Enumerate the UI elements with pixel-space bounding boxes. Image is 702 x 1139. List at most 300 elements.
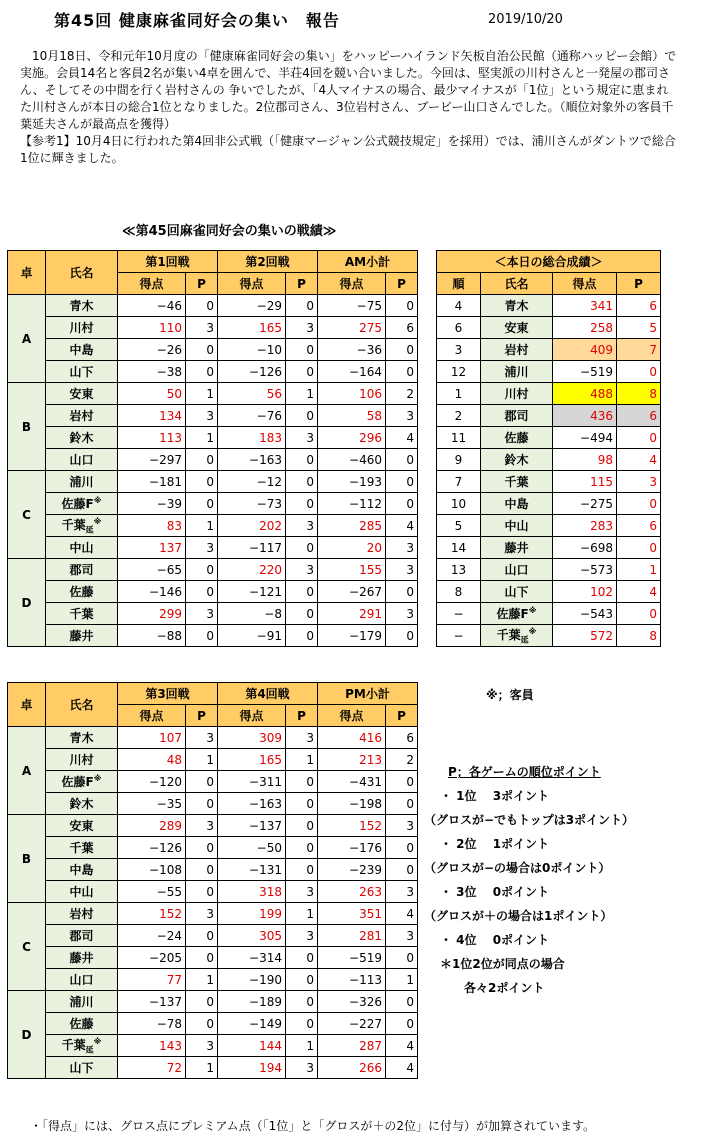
table-label: B [8,383,46,471]
legend-line: 各々2ポイント [464,981,545,995]
player-name-cell [46,881,118,903]
subtotal-rank-points: 0 [386,339,418,361]
table-label: D [8,559,46,647]
table-row [8,793,418,815]
player-name-cell [481,339,553,361]
subtotal-rank-points: 3 [386,537,418,559]
player-name-cell [46,515,118,537]
game1-score: 152 [118,903,186,925]
game2-score: −12 [218,471,286,493]
header-subtotal: AM小計 [318,251,418,273]
table-row [8,727,418,749]
table-row [8,515,418,537]
subtotal-score: 296 [318,427,386,449]
subtotal-rank-points: 6 [386,727,418,749]
game1-score: −88 [118,625,186,647]
game1-rank-points: 1 [186,427,218,449]
game1-score: −55 [118,881,186,903]
subtotal-score: 213 [318,749,386,771]
header-rank-points: P [617,273,661,295]
player-name-cell [46,749,118,771]
player-name-cell [481,603,553,625]
player-name: 川村 [69,321,94,335]
game2-score: −8 [218,603,286,625]
total-score: 102 [553,581,617,603]
game2-rank-points: 0 [286,771,318,793]
table-row [8,383,418,405]
game2-score: −121 [218,581,286,603]
game2-rank-points: 1 [286,1035,318,1057]
intro-paragraph: 【参考1】10月4日に行われた第4回非公式戦（「健康マージャン公式競技規定」を採用）では、浦川さんがダントツで総合1位に輝きました。 [20,134,676,165]
subtotal-score: 152 [318,815,386,837]
subtotal-score: 275 [318,317,386,339]
game2-score: −117 [218,537,286,559]
subtotal-rank-points: 0 [386,793,418,815]
player-name-cell [46,1013,118,1035]
game2-rank-points: 3 [286,727,318,749]
subtotal-score: 416 [318,727,386,749]
game1-score: 134 [118,405,186,427]
player-name: 浦川 [69,475,94,489]
table-row [8,427,418,449]
header-name: 氏名 [46,683,118,727]
overall-rank: 10 [437,493,481,515]
header-table: 卓 [8,683,46,727]
game1-score: 110 [118,317,186,339]
subtotal-score: 106 [318,383,386,405]
game1-rank-points: 0 [186,581,218,603]
header-rank-points: P [286,705,318,727]
player-name-cell [46,1035,118,1057]
player-name: 千葉 [496,627,521,642]
game2-rank-points: 0 [286,969,318,991]
player-name-cell [481,383,553,405]
subtotal-rank-points: 6 [386,317,418,339]
table-row [8,903,418,925]
player-name: 浦川 [69,995,94,1009]
overall-rank: 2 [437,405,481,427]
guest-mark: ※ [93,496,102,505]
player-name-cell [46,969,118,991]
overall-rank: 8 [437,581,481,603]
player-name: 山口 [69,453,94,467]
player-name-cell [46,859,118,881]
subtotal-score: 285 [318,515,386,537]
subtotal-rank-points: 0 [386,991,418,1013]
player-name-cell [46,427,118,449]
total-score: 409 [553,339,617,361]
total-score: 572 [553,625,617,647]
header-rank-points: P [186,273,218,295]
subtotal-rank-points: 0 [386,1013,418,1035]
am-results-table [7,250,418,647]
table-row [8,925,418,947]
subtotal-score: −36 [318,339,386,361]
total-rank-points: 5 [617,317,661,339]
overall-rank: 14 [437,537,481,559]
table-row [8,405,418,427]
game1-score: −24 [118,925,186,947]
legend-line: ・ 2位 1ポイント [440,837,550,851]
game2-rank-points: 0 [286,405,318,427]
total-rank-points: 6 [617,405,661,427]
game1-score: 83 [118,515,186,537]
total-rank-points: 0 [617,537,661,559]
summary-row [437,361,661,383]
header-table: 卓 [8,251,46,295]
header-game2: 第2回戦 [218,251,318,273]
header-points: 得点 [318,273,386,295]
subtotal-score: 58 [318,405,386,427]
total-score: 258 [553,317,617,339]
game1-rank-points: 1 [186,383,218,405]
points-legend [424,760,694,1000]
table-row [8,317,418,339]
game2-rank-points: 0 [286,859,318,881]
table-row [8,537,418,559]
legend-line: ・ 3位 0ポイント [440,885,550,899]
game2-score: 199 [218,903,286,925]
player-name: 佐藤 [504,431,529,445]
player-name: 山口 [504,563,529,577]
header-points: 得点 [318,705,386,727]
header-rank-points: P [386,273,418,295]
table-row [8,859,418,881]
overall-rank: 12 [437,361,481,383]
player-name-cell [46,815,118,837]
total-score: −573 [553,559,617,581]
subtotal-score: −113 [318,969,386,991]
subtotal-rank-points: 4 [386,427,418,449]
total-score: −275 [553,493,617,515]
name-suffix: 延 [85,525,94,535]
game2-score: 220 [218,559,286,581]
player-name: 山下 [69,365,94,379]
game1-score: 143 [118,1035,186,1057]
subtotal-score: −431 [318,771,386,793]
game2-score: −189 [218,991,286,1013]
subtotal-rank-points: 2 [386,383,418,405]
game2-score: −50 [218,837,286,859]
game2-score: 309 [218,727,286,749]
game1-score: −146 [118,581,186,603]
game2-rank-points: 0 [286,493,318,515]
total-score: 98 [553,449,617,471]
summary-row [437,383,661,405]
subtotal-score: 287 [318,1035,386,1057]
subtotal-score: −519 [318,947,386,969]
game2-rank-points: 3 [286,559,318,581]
footer-note: ・「得点」には、グロス点にプレミアム点（「1位」と「グロスが＋の2位」に付与）が加算されています。 [30,1119,595,1133]
player-name-cell [46,581,118,603]
subtotal-score: −326 [318,991,386,1013]
game2-score: −190 [218,969,286,991]
summary-row [437,559,661,581]
total-rank-points: 7 [617,339,661,361]
player-name: 山口 [69,973,94,987]
player-name: 中島 [69,343,94,357]
game2-score: 202 [218,515,286,537]
summary-row [437,471,661,493]
game1-rank-points: 0 [186,793,218,815]
player-name: 鈴木 [504,453,529,467]
player-name-cell [46,537,118,559]
game1-score: 72 [118,1057,186,1079]
summary-row [437,317,661,339]
player-name: 佐藤 [69,1017,94,1031]
subtotal-rank-points: 0 [386,837,418,859]
game1-score: −297 [118,449,186,471]
player-name: 郡司 [69,929,94,943]
table-row [8,881,418,903]
player-name: 中島 [69,863,94,877]
player-name: 郡司 [504,409,529,423]
subtotal-rank-points: 4 [386,1035,418,1057]
player-name: 安東 [69,819,94,833]
game2-rank-points: 1 [286,749,318,771]
table-row [8,815,418,837]
player-name-cell [46,493,118,515]
player-name-cell [481,405,553,427]
subtotal-rank-points: 0 [386,493,418,515]
table-label: C [8,471,46,559]
guest-mark: ※ [528,606,537,615]
summary-title: ＜本日の総合成績＞ [437,251,661,273]
subtotal-score: 351 [318,903,386,925]
header-subtotal: PM小計 [318,683,418,705]
game1-rank-points: 1 [186,1057,218,1079]
summary-row [437,581,661,603]
game2-score: −10 [218,339,286,361]
header-points: 得点 [118,273,186,295]
header-points: 得点 [218,705,286,727]
subtotal-rank-points: 3 [386,603,418,625]
game1-rank-points: 3 [186,603,218,625]
game1-rank-points: 0 [186,837,218,859]
total-score: 436 [553,405,617,427]
game1-score: 48 [118,749,186,771]
game2-score: −314 [218,947,286,969]
player-name: 鈴木 [69,797,94,811]
player-name: 青木 [69,731,94,745]
subtotal-score: −267 [318,581,386,603]
game2-score: 165 [218,749,286,771]
player-name-cell [46,405,118,427]
summary-row [437,537,661,559]
report-date: 2019/10/20 [488,12,563,27]
game2-score: −131 [218,859,286,881]
game1-score: 107 [118,727,186,749]
total-score: −494 [553,427,617,449]
subtotal-rank-points: 0 [386,771,418,793]
game2-rank-points: 3 [286,515,318,537]
guest-mark: ※ [93,1036,102,1046]
total-score: −543 [553,603,617,625]
table-label: D [8,991,46,1079]
game1-score: 113 [118,427,186,449]
subtotal-score: −176 [318,837,386,859]
game2-rank-points: 0 [286,581,318,603]
pm-results-table [7,682,418,1079]
game1-rank-points: 3 [186,815,218,837]
player-name-cell [46,837,118,859]
intro-text [20,48,680,167]
game1-score: −137 [118,991,186,1013]
table-row [8,339,418,361]
game1-score: −46 [118,295,186,317]
overall-rank: − [437,603,481,625]
game2-rank-points: 0 [286,295,318,317]
total-rank-points: 0 [617,361,661,383]
legend-line: ＊1位2位が同点の場合 [440,957,565,971]
subtotal-score: 266 [318,1057,386,1079]
total-rank-points: 8 [617,625,661,647]
player-name: 千葉 [61,1037,86,1052]
table-row [8,771,418,793]
player-name: 浦川 [504,365,529,379]
game1-rank-points: 3 [186,903,218,925]
game2-rank-points: 0 [286,837,318,859]
table-row [8,295,418,317]
game2-score: 144 [218,1035,286,1057]
player-name-cell [481,537,553,559]
subtotal-rank-points: 3 [386,405,418,427]
player-name: 佐藤 [69,585,94,599]
game2-rank-points: 0 [286,625,318,647]
total-rank-points: 4 [617,581,661,603]
player-name: 岩村 [504,343,529,357]
game2-score: −126 [218,361,286,383]
game1-score: −120 [118,771,186,793]
subtotal-rank-points: 0 [386,471,418,493]
game2-score: 318 [218,881,286,903]
total-rank-points: 1 [617,559,661,581]
player-name-cell [46,317,118,339]
player-name-cell [46,771,118,793]
subtotal-rank-points: 3 [386,881,418,903]
player-name: 中山 [504,519,529,533]
legend-heading: P；各ゲームの順位ポイント [448,765,601,779]
game1-rank-points: 1 [186,515,218,537]
subtotal-rank-points: 0 [386,947,418,969]
subtotal-rank-points: 4 [386,1057,418,1079]
game2-rank-points: 1 [286,383,318,405]
table-row [8,493,418,515]
header-points: 得点 [553,273,617,295]
game2-rank-points: 3 [286,427,318,449]
name-suffix: 延 [85,1045,94,1055]
player-name-cell [46,339,118,361]
player-name-cell [46,295,118,317]
subtotal-rank-points: 2 [386,749,418,771]
total-score: 488 [553,383,617,405]
subtotal-rank-points: 0 [386,295,418,317]
subtotal-rank-points: 3 [386,815,418,837]
game2-rank-points: 0 [286,537,318,559]
overall-rank: − [437,625,481,647]
game1-score: 50 [118,383,186,405]
table-label: A [8,727,46,815]
player-name-cell [481,295,553,317]
subtotal-score: −112 [318,493,386,515]
player-name: 青木 [69,299,94,313]
player-name: 岩村 [69,907,94,921]
table-row [8,1057,418,1079]
game1-rank-points: 0 [186,881,218,903]
legend-line: （グロスが−でもトップは3ポイント） [424,813,635,827]
overall-rank: 11 [437,427,481,449]
player-name: 川村 [504,387,529,401]
game1-rank-points: 3 [186,317,218,339]
table-row [8,603,418,625]
subtotal-rank-points: 0 [386,449,418,471]
legend-line: ・ 4位 0ポイント [440,933,550,947]
player-name-cell [481,625,553,647]
total-score: −698 [553,537,617,559]
subtotal-score: −198 [318,793,386,815]
subtotal-score: −164 [318,361,386,383]
game1-score: −35 [118,793,186,815]
total-rank-points: 3 [617,471,661,493]
game2-score: −163 [218,449,286,471]
game2-score: −76 [218,405,286,427]
total-rank-points: 0 [617,603,661,625]
header-game1: 第1回戦 [118,251,218,273]
game1-score: −78 [118,1013,186,1035]
subtotal-score: 263 [318,881,386,903]
game2-rank-points: 3 [286,881,318,903]
table-row [8,969,418,991]
game1-score: 77 [118,969,186,991]
total-score: 283 [553,515,617,537]
table-row [8,559,418,581]
player-name: 千葉 [504,475,529,489]
player-name: 岩村 [69,409,94,423]
game1-rank-points: 0 [186,771,218,793]
game2-rank-points: 0 [286,449,318,471]
game2-rank-points: 0 [286,603,318,625]
player-name: 安東 [504,321,529,335]
game1-rank-points: 0 [186,859,218,881]
header-game2: 第4回戦 [218,683,318,705]
header-rank-points: P [186,705,218,727]
player-name-cell [46,793,118,815]
player-name-cell [481,471,553,493]
player-name-cell [46,727,118,749]
player-name: 安東 [69,387,94,401]
summary-row [437,405,661,427]
game2-score: −163 [218,793,286,815]
header-points: 得点 [118,705,186,727]
player-name-cell [481,427,553,449]
total-rank-points: 0 [617,493,661,515]
subtotal-rank-points: 3 [386,559,418,581]
player-name-cell [46,991,118,1013]
player-name: 郡司 [69,563,94,577]
overall-rank: 7 [437,471,481,493]
player-name: 千葉 [69,607,94,621]
guest-mark: ※ [93,516,102,526]
guest-mark: ※ [93,774,102,783]
total-rank-points: 8 [617,383,661,405]
player-name-cell [46,603,118,625]
player-name: 中山 [69,885,94,899]
player-name-cell [46,925,118,947]
player-name: 藤井 [504,541,529,555]
summary-row [437,427,661,449]
game2-rank-points: 0 [286,361,318,383]
game2-score: 56 [218,383,286,405]
